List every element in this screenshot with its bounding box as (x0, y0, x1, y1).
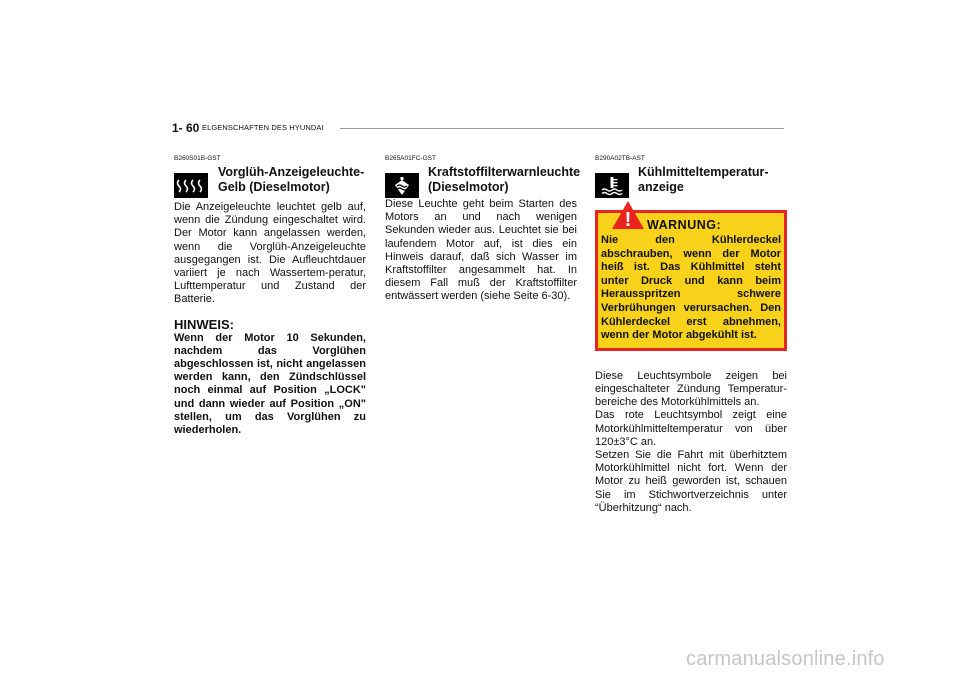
glow-plug-section (174, 155, 366, 437)
section-heading (595, 165, 787, 198)
section-body: Die Anzeigeleuchte leuchtet gelb auf, wenn die Zündung eingeschaltet wird. Der Motor kann angelassen werden, wenn die Vorglüh-Anzeigeleuchte ausgegangen ist. Die Aufleuchtdauer variiert je nach Wassertem-peratur, Lufttemperatur und Zustand der Batterie. (174, 201, 366, 306)
section-title-text: Kühlmitteltemperatur-anzeige (638, 165, 769, 194)
glow-plug-icon (174, 173, 208, 198)
warning-title: WARNUNG: (647, 218, 722, 232)
warning-box (595, 210, 787, 351)
section-title: ELGENSCHAFTEN DES HYUNDAI (202, 123, 324, 132)
warning-panel (595, 210, 787, 351)
section-body: Diese Leuchtsymbole zeigen bei eingeschalteter Zündung Temperatur-bereiche des Motorkühlmittels an. Das rote Leuchtsymbol zeigt eine Motorkühlmitteltemperatur von über 120±3°C an. Setzen Sie die Fahrt mit überhitztem Motorkühlmittel nicht fort. Wenn der Motor zu heiß geworden ist, schauen Sie im Stichwortverzeichnis unter “Überhitzung“ nach. (595, 369, 787, 514)
section-heading (385, 165, 581, 198)
section-code: B265A01FC-GST (385, 155, 436, 162)
watermark: carmanualsonline.info (686, 648, 885, 670)
coolant-temperature-icon (595, 173, 629, 198)
fuel-filter-section (385, 155, 581, 304)
header-rule (340, 128, 784, 129)
section-heading (174, 165, 366, 198)
section-code: B260S01B-GST (174, 155, 221, 162)
note-title: HINWEIS: (174, 316, 234, 332)
page-header (172, 121, 784, 135)
warning-symbol: ! (624, 209, 632, 230)
section-title-text: Vorglüh-Anzeigeleuchte-Gelb (Dieselmotor) (218, 165, 365, 194)
warning-icon (611, 200, 645, 230)
fuel-filter-icon (385, 173, 419, 198)
coolant-temperature-section (595, 155, 787, 515)
section-code: B290A02TB-AST (595, 155, 645, 162)
warning-body: Nie den Kühlerdeckel abschrauben, wenn der Motor heiß ist. Das Kühlmittel steht unter Druck und kann beim Herausspritzen schwere Verbrühungen verursachen. Den Kühlerdeckel erst abnehmen, wenn der Motor abgekühlt ist. (601, 234, 781, 342)
section-title-text: Kraftstoffilterwarnleuchte (Dieselmotor) (428, 165, 581, 194)
section-body: Diese Leuchte geht beim Starten des Motors an und nach wenigen Sekunden wieder aus. Leuchtet sie bei laufendem Motor auf, ist dies ein Hinweis darauf, daß sich Wasser im Kraftstoffilter angesammelt hat. In diesem Fall muß der Kraftstoffilter entwässert werden (siehe Seite 6-30). (385, 198, 577, 303)
page-number: 1- 60 (172, 121, 200, 135)
note-body: Wenn der Motor 10 Sekunden, nachdem das Vorglühen abgeschlossen ist, nicht angelassen werden kann, den Zündschlüssel noch einmal auf Position „LOCK" und dann wieder auf Position „ON" stellen, um das Vorglühen zu wiederholen. (174, 331, 366, 437)
